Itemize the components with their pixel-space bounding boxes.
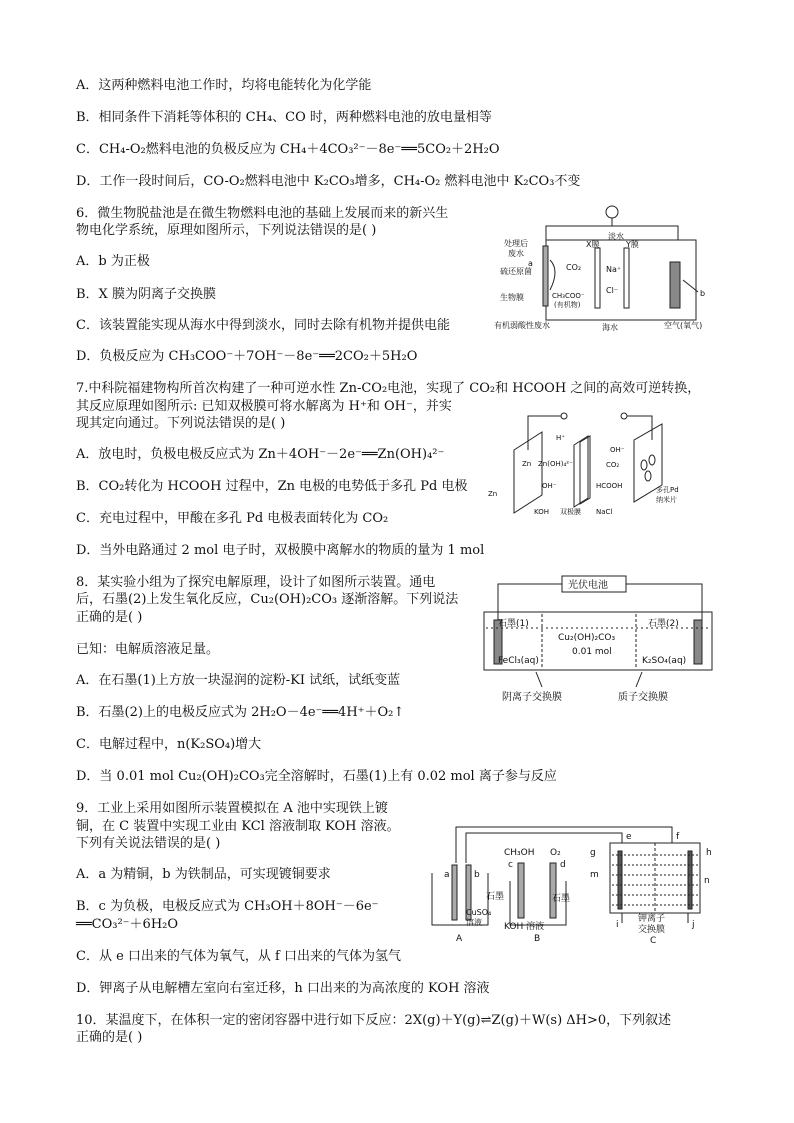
fig7-nacl: NaCl: [596, 508, 613, 516]
option-8d: D．当 0.01 mol Cu₂(OH)₂CO₃完全溶解时，石墨(1)上有 0.02 mol 离子参与反应: [76, 769, 557, 784]
fig9-graphite1: 石墨: [486, 892, 505, 902]
fig6-biofilm: 生物膜: [500, 293, 524, 302]
fig6-x-membrane: X膜: [586, 240, 600, 249]
question-8-note: 已知：电解质溶液足量。: [76, 642, 220, 657]
fig6-fresh-water: 淡水: [608, 232, 624, 241]
question-10-stem-1: 10．某温度下，在体积一定的密闭容器中进行如下反应：2X(g)＋Y(g)⇌Z(g)＋W(s) ΔH>0，下列叙述: [76, 1013, 672, 1028]
option-5c: C．CH₄-O₂燃料电池的负极反应为 CH₄＋4CO₃²⁻－8e⁻══5CO₂＋2H₂O: [76, 142, 500, 157]
option-9b-1: B．c 为负极，电极反应式为 CH₃OH＋8OH⁻－6e⁻: [76, 899, 379, 914]
fig8-k2so4: K₂SO₄(aq): [642, 656, 687, 666]
option-9d: D．钾离子从电解槽左室向右室迁移，h 口出来的为高浓度的 KOH 溶液: [76, 981, 490, 996]
fig7-h: H⁺: [556, 434, 565, 442]
fig9-o2: O₂: [550, 848, 561, 858]
option-7d: D．当外电路通过 2 mol 电子时，双极膜中离解水的物质的量为 1 mol: [76, 543, 485, 558]
fig7-oh1: OH⁻: [610, 446, 625, 454]
question-8-stem-1: 8．某实验小组为了探究电解原理，设计了如图所示装置。通电: [76, 575, 436, 590]
question-9-stem-3: 下列有关说法错误的是( ): [76, 836, 221, 851]
option-9a: A．a 为精铜，b 为铁制品，可实现镀铜要求: [76, 867, 331, 882]
fig7-zn1: Zn: [522, 460, 532, 468]
fig9-graphite2: 石墨: [552, 894, 571, 904]
option-5d: D．工作一段时间后，CO-O₂燃料电池中 K₂CO₃增多，CH₄-O₂ 燃料电池中 K₂CO₃不变: [76, 174, 581, 189]
option-5a: A．这两种燃料电池工作时，均将电能转化为化学能: [76, 78, 372, 93]
fig7-hcooh: HCOOH: [596, 482, 623, 490]
question-9-stem-2: 铜，在 C 装置中实现工业由 KCl 溶液制取 KOH 溶液。: [76, 819, 400, 834]
option-8b: B．石墨(2)上的电极反应式为 2H₂O－4e⁻══4H⁺＋O₂↑: [76, 705, 405, 720]
fig9-g: g: [590, 848, 596, 858]
fig7-zn2: Zn: [488, 490, 498, 498]
fig6-air: 空气(氧气): [664, 321, 703, 330]
option-7a: A．放电时，负极电极反应式为 Zn＋4OH⁻－2e⁻══Zn(OH)₄²⁻: [76, 447, 445, 462]
fig6-treated: 处理后: [504, 239, 528, 248]
fig6-acetate: CH₃COO⁻: [552, 292, 585, 300]
fig8-proton: 质子交换膜: [618, 692, 668, 703]
fig9-i: i: [616, 920, 619, 930]
question-6-stem-2: 物电化学系统，原理如图所示，下列说法错误的是( ): [76, 223, 377, 238]
fig7-co2: CO₂: [606, 461, 620, 469]
fig6-cl: Cl⁻: [606, 286, 619, 295]
fig7-bipolar: 双极膜: [560, 508, 581, 516]
fig6-b: b: [700, 289, 706, 298]
fig6-bacteria: 硫还原菌: [500, 267, 532, 276]
option-6a: A．b 为正极: [76, 254, 150, 269]
fig6-na: Na⁺: [606, 265, 622, 274]
fig9-label-b: B: [534, 934, 541, 944]
option-6b: B．X 膜为阴离子交换膜: [76, 287, 216, 302]
fig7-oh2: OH⁻: [542, 482, 557, 490]
fig9-a: a: [444, 870, 450, 880]
fig9-e: e: [626, 832, 632, 842]
question-8-stem-2: 后，石墨(2)上发生氧化反应，Cu₂(OH)₂CO₃ 逐渐溶解。下列说法: [76, 592, 459, 607]
fig9-label-a: A: [456, 934, 463, 944]
figure-9-plating-and-kcl: [422, 803, 722, 945]
question-7-stem-1: 7.中科院福建物构所首次构建了一种可逆水性 Zn-CO₂电池，实现了 CO₂和 HCOOH 之间的高效可逆转换，: [76, 381, 701, 396]
fig8-mol: 0.01 mol: [572, 647, 612, 657]
fig7-pd1: 多孔Pd: [656, 486, 679, 494]
fig9-c: c: [508, 860, 513, 870]
fig9-cuso4b: 溶液: [466, 918, 482, 927]
fig7-koh: KOH: [534, 508, 549, 516]
question-7-stem-3: 现其定向通过。下列说法错误的是( ): [76, 416, 286, 431]
fig8-g2: 石墨(2): [648, 619, 679, 629]
fig9-cuso4a: CuSO₄: [466, 908, 492, 917]
fig8-g1: 石墨(1): [498, 619, 529, 629]
fig9-label-c: C: [650, 936, 657, 945]
fig9-d: d: [560, 860, 566, 870]
fig8-anion: 阴离子交换膜: [502, 692, 562, 703]
fig6-acid-waste: 有机弱酸性废水: [494, 321, 550, 330]
fig9-kmem2: 交换膜: [638, 925, 666, 935]
question-9-stem-1: 9．工业上采用如图所示装置模拟在 A 池中实现铁上镀: [76, 801, 388, 816]
fig7-zn-oh: Zn(OH)₄²⁻: [538, 460, 573, 468]
fig7-pd2: 纳米片: [656, 496, 677, 504]
option-8a: A．在石墨(1)上方放一块湿润的淀粉-KI 试纸，试纸变蓝: [76, 673, 401, 688]
figure-6-desalination-cell: [488, 200, 718, 335]
fig9-n: n: [704, 876, 710, 886]
figure-8-electrolysis: [480, 572, 720, 710]
fig6-seawater: 海水: [602, 323, 618, 332]
fig9-kmem1: 钾离子: [638, 914, 666, 924]
option-6d: D．负极反应为 CH₃COO⁻＋7OH⁻－8e⁻══2CO₂＋5H₂O: [76, 349, 418, 364]
fig9-f: f: [676, 832, 680, 842]
fig6-a: a: [528, 259, 533, 268]
figure-7-zn-co2-battery: [484, 410, 694, 520]
fig9-koh: KOH 溶液: [504, 922, 545, 932]
fig6-waste: 废水: [508, 249, 524, 258]
fig9-h: h: [706, 848, 712, 858]
question-6-stem-1: 6．微生物脱盐池是在微生物燃料电池的基础上发展而来的新兴生: [76, 206, 449, 221]
option-7c: C．充电过程中，甲酸在多孔 Pd 电极表面转化为 CO₂: [76, 511, 389, 526]
question-8-stem-3: 正确的是( ): [76, 610, 143, 625]
fig8-fecl3: FeCl₃(aq): [498, 656, 539, 666]
fig8-pv: 光伏电池: [568, 580, 608, 591]
fig9-m: m: [590, 870, 599, 880]
fig8-cu: Cu₂(OH)₂CO₃: [558, 633, 616, 643]
fig6-y-membrane: Y膜: [626, 240, 639, 249]
fig9-j: j: [692, 920, 695, 930]
option-8c: C．电解过程中，n(K₂SO₄)增大: [76, 737, 262, 752]
option-9b-2: ══CO₃²⁻＋6H₂O: [76, 917, 179, 932]
option-9c: C．从 e 口出来的气体为氧气，从 f 口出来的气体为氢气: [76, 949, 401, 964]
question-10-stem-2: 正确的是( ): [76, 1030, 143, 1045]
question-7-stem-2: 其反应原理如图所示: 已知双极膜可将水解离为 H⁺和 OH⁻，并实: [76, 399, 452, 414]
option-6c: C．该装置能实现从海水中得到淡水，同时去除有机物并提供电能: [76, 318, 450, 333]
fig6-co2: CO₂: [566, 263, 582, 272]
option-7b: B．CO₂转化为 HCOOH 过程中，Zn 电极的电势低于多孔 Pd 电极: [76, 479, 468, 494]
fig6-organic: (有机物): [554, 301, 581, 309]
option-5b: B．相同条件下消耗等体积的 CH₄、CO 时，两种燃料电池的放电量相等: [76, 110, 492, 125]
fig9-b: b: [474, 870, 480, 880]
fig9-ch3oh: CH₃OH: [504, 848, 535, 858]
